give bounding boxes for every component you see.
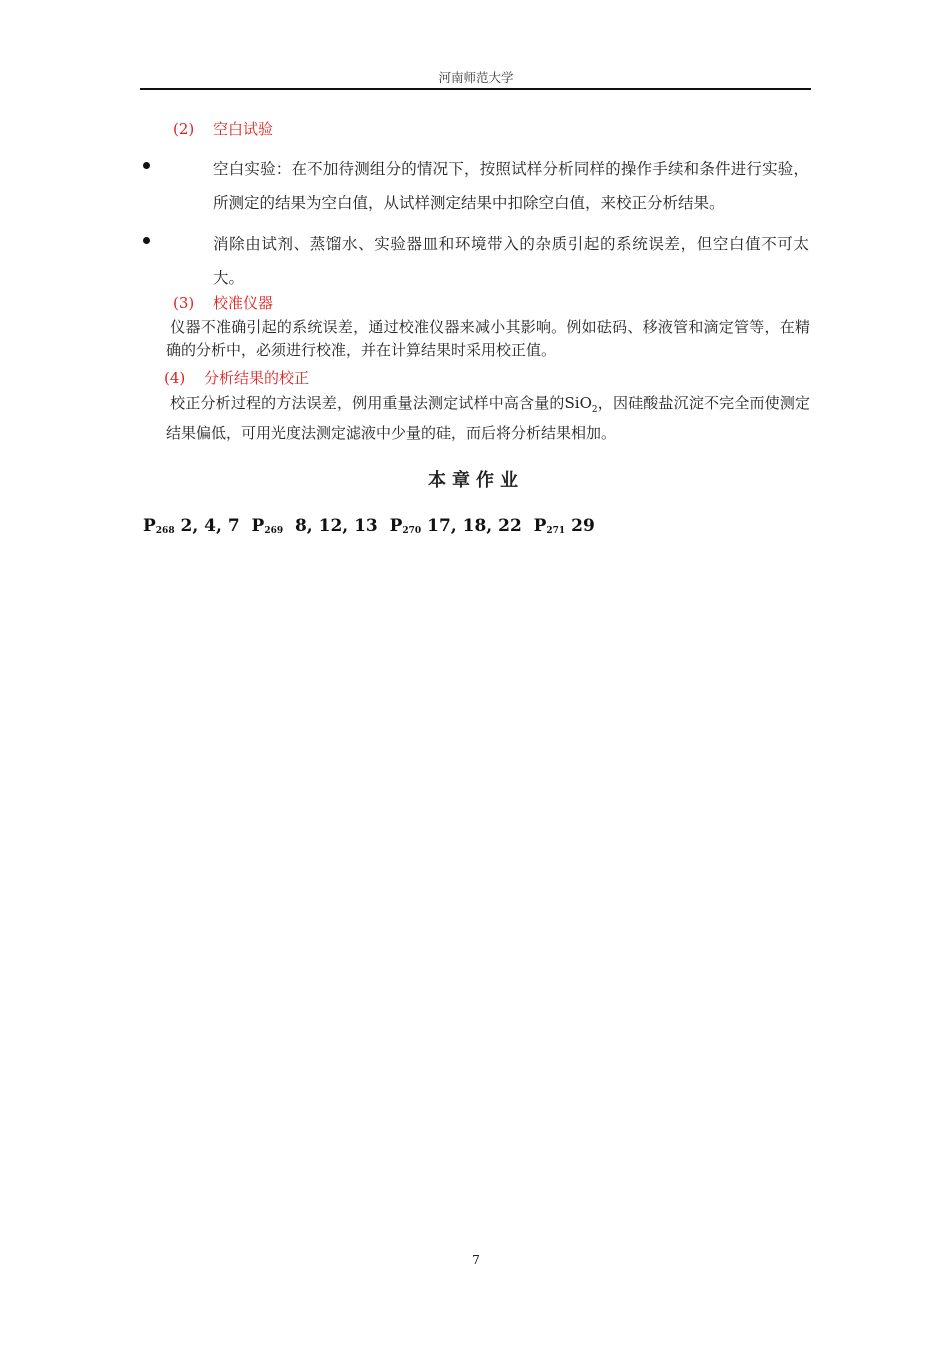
homework-page-number: 268 [155,526,175,536]
bullet-paragraph-1: 空白实验：在不加待测组分的情况下，按照试样分析同样的操作手续和条件进行实验，所测定的结果为空白值，从试样测定结果中扣除空白值，来校正分析结果。 [213,160,809,212]
section-heading-correction [164,367,309,388]
section-title: 分析结果的校正 [204,369,310,387]
section-heading-calibrate [173,292,273,313]
section-title: 空白试验 [213,120,274,138]
paragraph-text-before: 校正分析过程的方法误差，例用重量法测定试样中高含量的SiO [170,394,592,412]
bullet-paragraph-2: 消除由试剂、蒸馏水、实验器皿和环境带入的杂质引起的系统误差，但空白值不可太大。 [213,235,809,287]
homework-page-number: 270 [402,526,422,536]
section-number: (4) [164,369,186,387]
homework-page-p: P [533,516,547,536]
homework-page-p: P [389,516,403,536]
homework-list [143,516,595,536]
bullet-icon [143,237,150,244]
homework-page-number: 271 [546,526,566,536]
homework-items: 8, 12, 13 [283,516,390,536]
homework-items: 17, 18, 22 [421,516,534,536]
chapter-homework-title: 本章作业 [428,470,524,491]
homework-items: 29 [565,516,595,536]
section-number: (3) [173,294,195,312]
homework-items: 2, 4, 7 [174,516,252,536]
section-title: 校准仪器 [213,294,274,312]
bullet-icon [143,162,150,169]
section-number: (2) [173,120,195,138]
homework-page-p: P [143,516,156,536]
page-number: 7 [472,1252,480,1267]
homework-page-number: 269 [264,526,284,536]
header-rule [140,88,811,90]
page-header-title: 河南师范大学 [438,70,514,85]
subscript-2: 2 [591,405,598,415]
paragraph-text-after: ，因硅酸盐沉淀不完全而使测定结果偏低，可用光度法测定滤液中少量的硅，而后将分析结果相加。 [166,394,810,442]
paragraph-correction [166,392,810,445]
section-heading-blank-test [173,118,273,139]
homework-page-p: P [251,516,265,536]
paragraph-calibrate [166,316,810,362]
paragraph-text: 仪器不准确引起的系统误差，通过校准仪器来减小其影响。例如砝码、移液管和滴定管等，在精确的分析中，必须进行校准，并在计算结果时采用校正值。 [166,318,810,359]
